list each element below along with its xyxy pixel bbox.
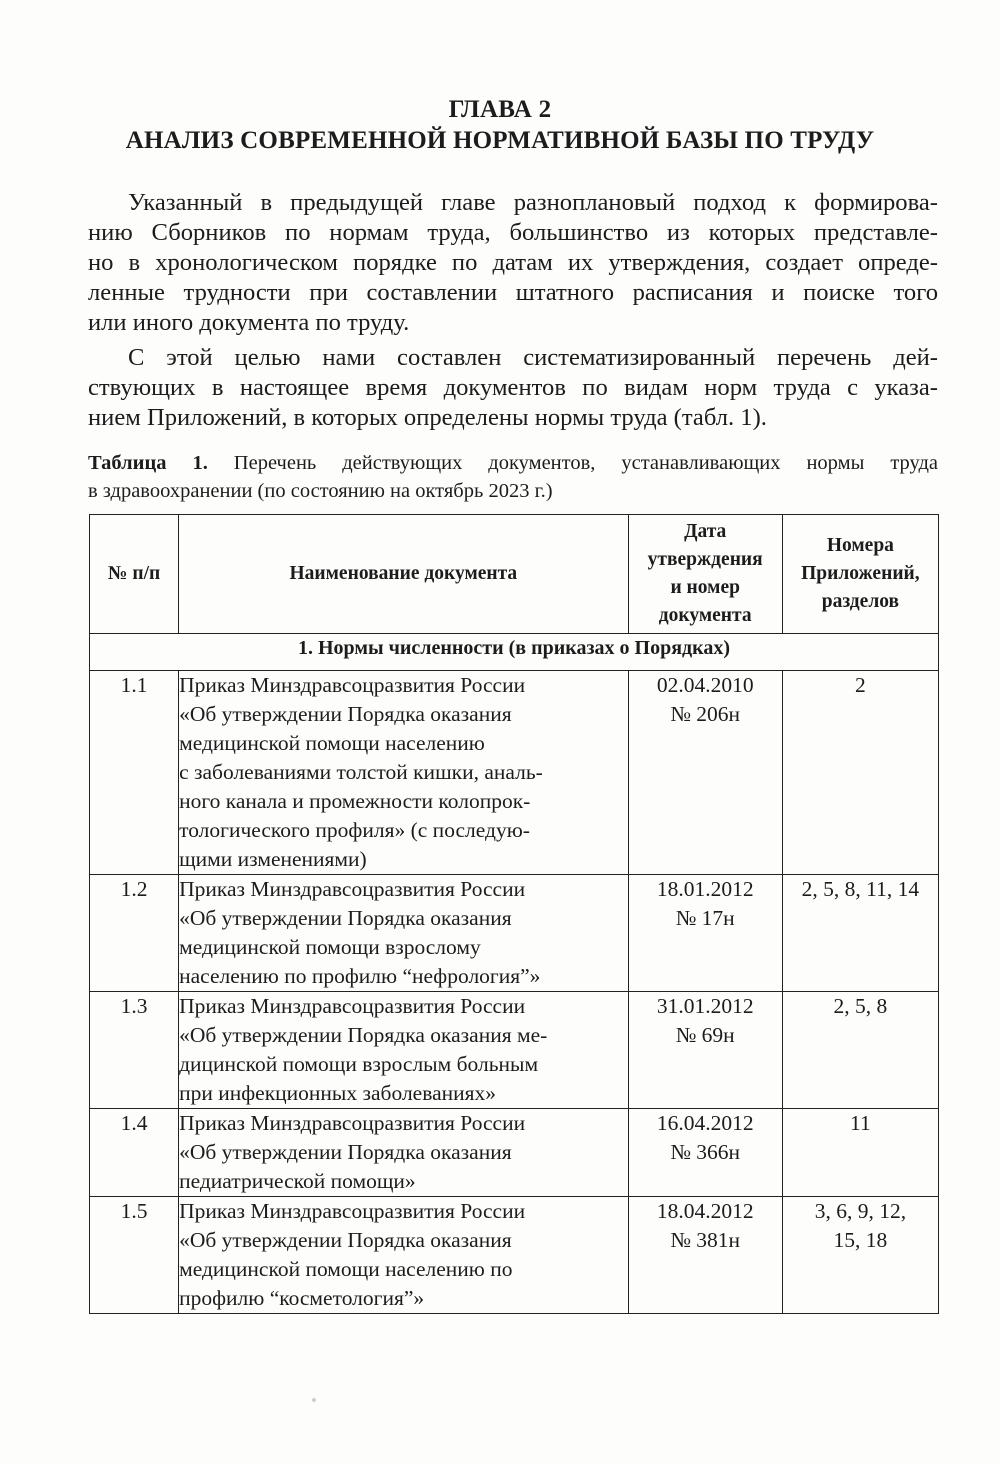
- table-caption: [88, 449, 938, 505]
- approval-date: 16.04.2012: [656, 1111, 754, 1135]
- paragraph-line: или иного документа по труду.: [88, 309, 410, 336]
- document-name-line: дицинской помощи взрослым больным: [179, 1052, 539, 1076]
- document-name-line: с заболеваниями толстой кишки, аналь-: [179, 760, 543, 784]
- row-number: 1.4: [90, 1109, 179, 1197]
- row-number: 1.5: [90, 1197, 179, 1314]
- document-date: [628, 875, 782, 992]
- appendix-line: 2, 5, 8, 11, 14: [801, 877, 920, 901]
- document-name: [179, 671, 629, 875]
- caption-line-2: в здравоохранении (по состоянию на октябрь 2023 г.): [88, 480, 553, 502]
- paragraph-line: нием Приложений, в которых определены нормы труда (табл. 1).: [88, 404, 767, 431]
- section-row: [90, 634, 939, 671]
- document-name-line: тологического профиля» (с последую-: [179, 818, 530, 842]
- document-name: [179, 992, 629, 1109]
- paragraph-line: но в хронологическом порядке по датам их утверждения, создает опреде-: [88, 249, 938, 276]
- document-name-line: «Об утверждении Порядка оказания: [179, 702, 512, 726]
- document-name-line: медицинской помощи населению по: [179, 1257, 513, 1281]
- document-name-line: медицинской помощи взрослому: [179, 935, 481, 959]
- header-name: Наименование документа: [179, 515, 629, 634]
- appendix-numbers: [782, 1197, 938, 1314]
- approval-date: 02.04.2010: [656, 673, 754, 697]
- table-row: [90, 992, 939, 1109]
- document-number: № 17н: [675, 906, 735, 930]
- row-number: 1.1: [90, 671, 179, 875]
- appendix-numbers: [782, 1109, 938, 1197]
- document-name: [179, 875, 629, 992]
- document-name-line: Приказ Минздравсоцразвития России: [179, 877, 526, 901]
- document-name-line: щими изменениями): [179, 847, 367, 871]
- table-row: [90, 1109, 939, 1197]
- appendix-numbers: [782, 875, 938, 992]
- approval-date: 18.04.2012: [656, 1199, 754, 1223]
- document-name-line: «Об утверждении Порядка оказания: [179, 906, 512, 930]
- document-name-line: педиатрической помощи»: [179, 1169, 416, 1193]
- paragraph-1: [88, 188, 938, 338]
- document-name-line: при инфекционных заболеваниях»: [179, 1081, 497, 1105]
- appendix-numbers: [782, 992, 938, 1109]
- row-number: 1.2: [90, 875, 179, 992]
- paragraph-2: [88, 343, 938, 433]
- table-row: [90, 671, 939, 875]
- document-name-line: «Об утверждении Порядка оказания: [179, 1228, 512, 1252]
- caption-label: Таблица 1.: [88, 452, 208, 474]
- chapter-title: АНАЛИЗ СОВРЕМЕННОЙ НОРМАТИВНОЙ БАЗЫ ПО ТРУДУ: [125, 127, 875, 154]
- paragraph-line: Указанный в предыдущей главе разноплановый подход к формирова-: [128, 189, 938, 216]
- document-name-line: Приказ Минздравсоцразвития России: [179, 673, 526, 697]
- header-date-line: и номер: [670, 577, 740, 598]
- approval-date: 31.01.2012: [656, 994, 754, 1018]
- document-date: [628, 992, 782, 1109]
- appendix-line: 15, 18: [833, 1228, 888, 1252]
- header-date-line: документа: [658, 605, 752, 626]
- document-name: [179, 1197, 629, 1314]
- document-name-line: населению по профилю “нефрология”»: [179, 964, 541, 988]
- document-date: [628, 1109, 782, 1197]
- table-row: [90, 875, 939, 992]
- document-name: [179, 1109, 629, 1197]
- document-name-line: профилю “косметология”»: [179, 1286, 425, 1310]
- document-name-line: ного канала и промежности колопрок-: [179, 789, 531, 813]
- caption-line-1: [88, 449, 938, 477]
- document-date: [628, 671, 782, 875]
- document-name-line: «Об утверждении Порядка оказания ме-: [179, 1023, 548, 1047]
- document-name-line: Приказ Минздравсоцразвития России: [179, 994, 526, 1018]
- header-app-line: Номера: [826, 535, 894, 556]
- document-name-line: Приказ Минздравсоцразвития России: [179, 1199, 526, 1223]
- table-header-row: [90, 515, 939, 634]
- paragraph-line: нию Сборников по нормам труда, большинство из которых представле-: [88, 219, 938, 246]
- header-date-line: утверждения: [647, 549, 763, 570]
- section-title: 1. Нормы численности (в приказах о Порядках): [90, 634, 939, 671]
- table-row: [90, 1197, 939, 1314]
- chapter-number: ГЛАВА 2: [448, 96, 552, 123]
- appendix-line: 11: [850, 1111, 871, 1135]
- appendix-numbers: [782, 671, 938, 875]
- header-appendices: [782, 515, 938, 634]
- document-name-line: медицинской помощи населению: [179, 731, 485, 755]
- paragraph-line: ленные трудности при составлении штатного расписания и поиске того: [88, 279, 938, 306]
- appendix-line: 2: [855, 673, 866, 697]
- document-name-line: «Об утверждении Порядка оказания: [179, 1140, 512, 1164]
- document-number: № 69н: [675, 1023, 735, 1047]
- header-date-line: Дата: [684, 521, 727, 542]
- documents-table: [89, 514, 939, 1314]
- header-app-line: разделов: [821, 591, 900, 612]
- paper-speck: [312, 1398, 316, 1402]
- row-number: 1.3: [90, 992, 179, 1109]
- caption-text-1: Перечень действующих документов, устанавливающих нормы труда: [207, 452, 938, 474]
- header-date: [628, 515, 782, 634]
- header-app-line: Приложений,: [801, 563, 920, 584]
- paragraph-line: С этой целью нами составлен систематизированный перечень дей-: [128, 344, 938, 371]
- document-number: № 206н: [670, 702, 741, 726]
- document-name-line: Приказ Минздравсоцразвития России: [179, 1111, 526, 1135]
- paragraph-line: ствующих в настоящее время документов по видам норм труда с указа-: [88, 374, 938, 401]
- document-date: [628, 1197, 782, 1314]
- approval-date: 18.01.2012: [656, 877, 754, 901]
- document-number: № 366н: [670, 1140, 741, 1164]
- appendix-line: 2, 5, 8: [833, 994, 888, 1018]
- document-number: № 381н: [670, 1228, 741, 1252]
- appendix-line: 3, 6, 9, 12,: [814, 1199, 907, 1223]
- header-no: № п/п: [90, 515, 179, 634]
